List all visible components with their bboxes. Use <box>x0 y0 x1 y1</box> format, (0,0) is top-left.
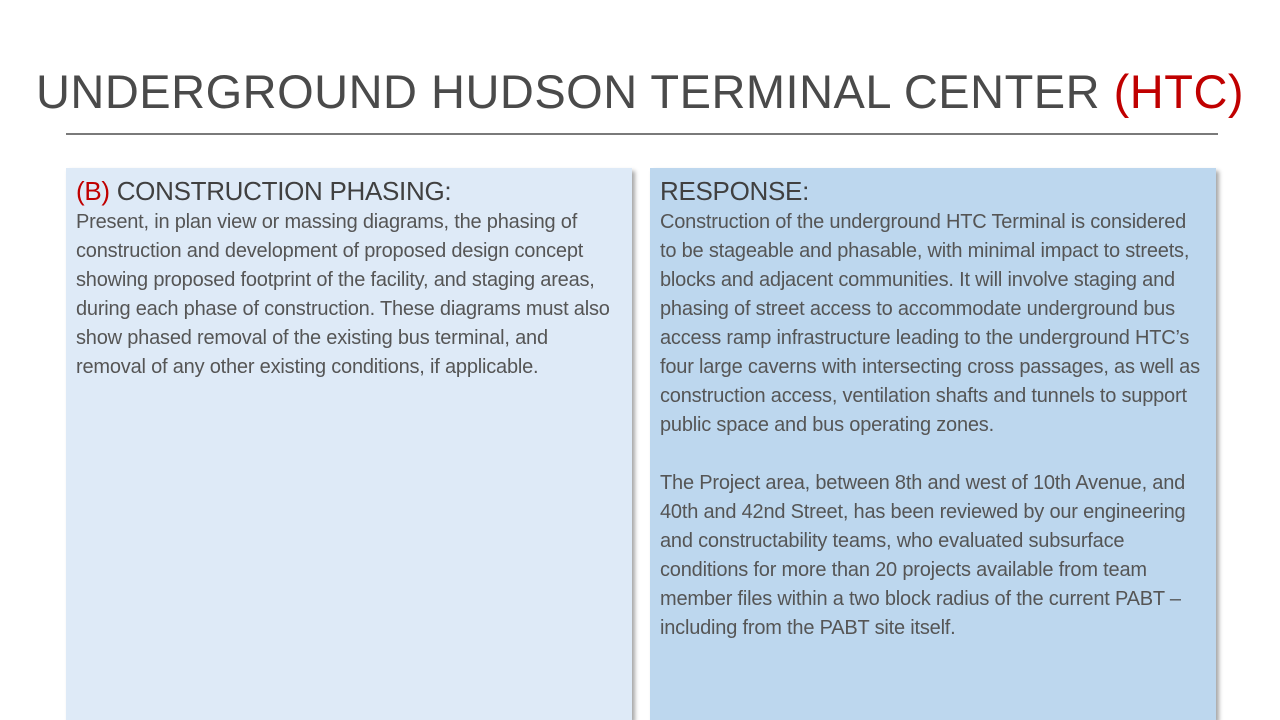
requirement-heading <box>76 174 622 208</box>
response-paragraph-1: Construction of the underground HTC Terminal is considered to be stageable and phasable, with minimal impact to streets, blocks and adjacent communities. It will involve staging and phasing of street access to accommodate underground bus access ramp infrastructure leading to the underground HTC’s four large caverns with intersecting cross passages, as well as construction access, ventilation shafts and tunnels to support public space and bus operating zones. <box>660 211 1200 436</box>
slide-title-accent: (HTC) <box>1113 65 1245 118</box>
response-paragraph-2: The Project area, between 8th and west of 10th Avenue, and 40th and 42nd Street, has been reviewed by our engineering and constructability teams, who evaluated subsurface conditions for more than 20 projects available from team member files within a two block radius of the current PABT – including from the PABT site itself. <box>660 472 1186 639</box>
slide-title-main: UNDERGROUND HUDSON TERMINAL CENTER <box>35 65 1114 118</box>
slide-title <box>0 62 1280 122</box>
requirement-panel <box>66 168 632 720</box>
requirement-heading-prefix: (B) <box>76 176 110 206</box>
requirement-body: Present, in plan view or massing diagrams, the phasing of construction and development of proposed design concept showing proposed footprint of the facility, and staging areas, during each phase of construction. These diagrams must also show phased removal of the existing bus terminal, and removal of any other existing conditions, if applicable. <box>76 211 610 378</box>
response-heading: RESPONSE: <box>660 176 810 206</box>
requirement-heading-text: CONSTRUCTION PHASING: <box>109 176 452 206</box>
title-divider <box>66 133 1218 135</box>
response-panel <box>650 168 1216 720</box>
